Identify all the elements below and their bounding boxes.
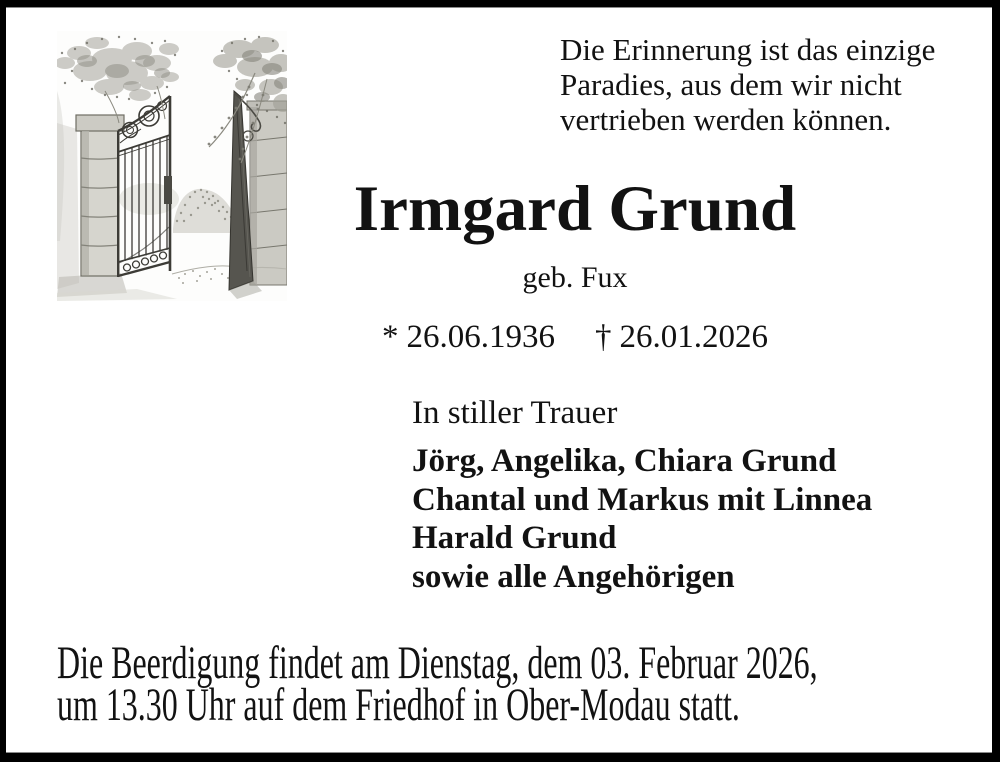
mourner-line: Harald Grund [412, 520, 617, 556]
funeral-info-line: Die Beerdigung findet am Dienstag, dem 03. Februar 2026, [57, 637, 818, 689]
birth-date-group [382, 319, 555, 355]
frame-edge-bottom [0, 752, 1000, 762]
death-date: 26.01.2026 [619, 319, 768, 355]
frame-edge-top [0, 0, 1000, 8]
mourner-line: Jörg, Angelika, Chiara Grund [412, 443, 837, 479]
memorial-quote [560, 32, 935, 137]
frame-edge-left [0, 0, 6, 762]
death-date-group [595, 319, 768, 355]
funeral-info [57, 637, 1000, 731]
mourners-list [412, 442, 872, 596]
memorial-quote-line: vertrieben werden können. [560, 102, 892, 137]
death-cross-symbol: † [595, 319, 612, 355]
funeral-info-line: um 13.30 Uhr auf dem Friedhof in Ober-Modau statt. [57, 679, 740, 731]
mourning-intro: In stiller Trauer [412, 395, 618, 431]
life-dates [250, 319, 900, 355]
maiden-name: geb. Fux [522, 261, 628, 294]
mourner-line: sowie alle Angehörigen [412, 558, 735, 595]
birth-date: 26.06.1936 [406, 319, 555, 355]
memorial-quote-line: Paradies, aus dem wir nicht [560, 67, 902, 102]
birth-star-symbol: * [382, 319, 399, 355]
deceased-name: Irmgard Grund [353, 173, 797, 245]
memorial-quote-line: Die Erinnerung ist das einzige [560, 32, 936, 67]
mourner-line: Chantal und Markus mit Linnea [412, 481, 873, 518]
